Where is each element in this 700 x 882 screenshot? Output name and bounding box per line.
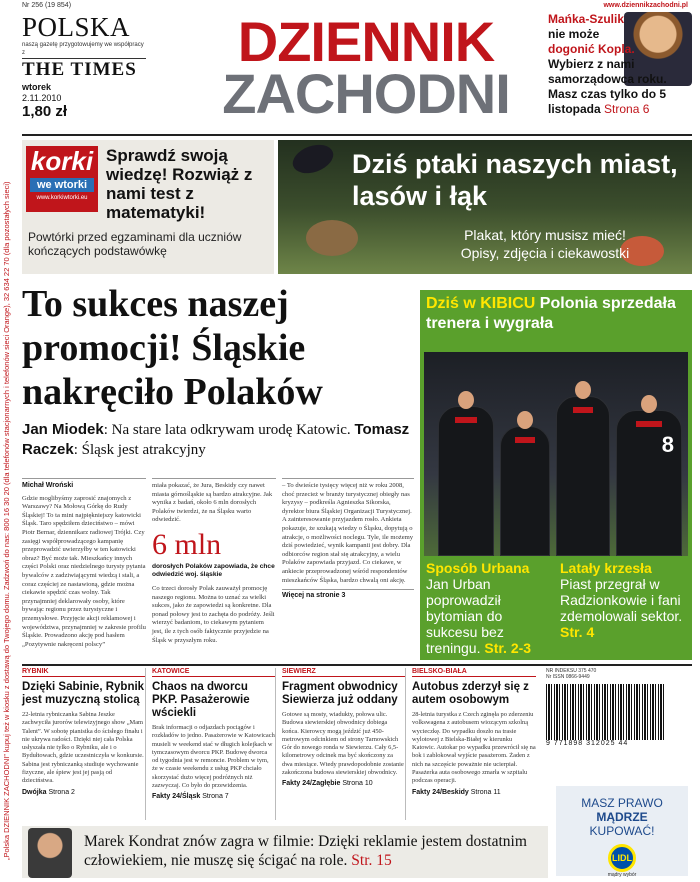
- the-times-wordmark: THE TIMES: [22, 59, 137, 80]
- kondrat-banner[interactable]: [22, 826, 548, 878]
- promo-text: Mańka-Szulik nie może dogonić Kopla. Wybierz z nami samorządowca roku. Masz czas tylko do 5 listopada Strona 6: [548, 12, 667, 116]
- delivery-info-strip: „Polska DZIENNIK ZACHODNI” kupuj też w kiosku z dostawą do Twojego domu. Zadzwoń do nas: 800 16 30 20 (dla telefonów stacjonarnych i telefonów sieci Orange), 32 634 22 70 (dla pozostałych sieci): [2, 181, 11, 860]
- region-bielsko-biala[interactable]: BIELSKO-BIAŁA Autobus zderzył się z autem osobowym 28-letnia turystka z Czech zginęła po zderzeniu volkswagena z autobusem wiozącym szkolną wycieczkę. Do wypadku doszło na trasie wylotowej z Bielska-Białej w kierunku Katowic. Autokar po wypadku przewrócił się na bok i zablokował wyjście pasażerom. Żaden z nich na szczęście poważnie nie ucierpiał. Pasażerka auta osobowego zmarła w szpitalu podczas operacji. Fakty 24/Beskidy Strona 11: [412, 668, 536, 796]
- kibic-sports-box[interactable]: [420, 290, 692, 660]
- jersey-number: 8: [661, 432, 674, 457]
- kibic-story-krzesla[interactable]: Latały krzesła Piast przegrał w Radzionkowie i fani zdemolowali sektor. Str. 4: [560, 560, 683, 640]
- birds-poster-banner[interactable]: [278, 140, 692, 274]
- article-column-1: [22, 478, 146, 649]
- article-column-2: [152, 478, 276, 645]
- weekday: wtorek: [22, 82, 52, 92]
- regions-divider: [22, 664, 692, 666]
- article-column-3: [282, 478, 414, 601]
- continued-link[interactable]: Więcej na stronie 3: [282, 589, 414, 601]
- barcode-number: 9 771898 312025 44: [546, 740, 629, 747]
- article-author: Michał Wroński: [22, 478, 146, 491]
- kondrat-portrait: [28, 828, 72, 878]
- big-number: 6 mln: [152, 527, 222, 561]
- sparrow-bird-icon: [306, 220, 358, 256]
- main-byline: Jan Miodek: Na stare lata odkrywam urodę Katowic. Tomasz Raczek: Śląsk jest atrakcyjny: [22, 421, 410, 458]
- lidl-logo-icon: LIDL: [608, 844, 636, 872]
- masthead-divider: [22, 134, 692, 136]
- korki-banner[interactable]: [22, 140, 274, 274]
- dziennik-zachodni-logo[interactable]: [196, 10, 536, 125]
- player-figure: [556, 396, 610, 556]
- kibic-headline: Dziś w KIBICU Polonia sprzedała trenera i wygrała: [426, 295, 676, 332]
- korki-badge: korki we wtorki www.korkiwtorki.eu: [26, 146, 98, 212]
- logo-line-zachodni: ZACHODNI: [222, 62, 510, 125]
- barcode-icon: [546, 684, 664, 740]
- samorzadowiec-promo[interactable]: [548, 12, 698, 130]
- price: 1,80 zł: [22, 103, 68, 120]
- polska-wordmark: POLSKA: [22, 12, 131, 42]
- player-figure: [438, 406, 494, 556]
- website-link[interactable]: www.dziennikzachodni.pl: [603, 2, 688, 9]
- logo-line-dziennik: DZIENNIK: [237, 10, 495, 73]
- date-block: [22, 82, 68, 120]
- swallow-bird-icon: [289, 140, 337, 178]
- lidl-advert[interactable]: MASZ PRAWO MĄDRZE KUPOWAĆ! LIDL mądry wybór: [556, 786, 688, 876]
- polska-times-logo: [22, 14, 146, 81]
- big-number-caption: dorosłych Polaków zapowiada, że chce odwiedzić woj. śląskie: [152, 562, 275, 578]
- birds-title: Dziś ptaki naszych miast, lasów i łąk: [352, 149, 678, 211]
- birds-subtitle: Plakat, który musisz mieć! Opisy, zdjęcia i ciekawostki: [460, 227, 630, 261]
- article-body-2a: miała pokazać, że Jura, Beskidy czy nawet miasta górnośląskie są bardzo atrakcyjne. Jak wynika z badań, około 6 mln dorosłych Polaków twierdzi, że na Śląsku warto odwiedzić.: [152, 478, 276, 525]
- main-headline[interactable]: To sukces naszej promocji! Śląskie nakręciło Polaków: [22, 283, 323, 413]
- player-figure: [500, 426, 550, 556]
- article-body-1: Gdzie moglibyśmy zaprosić znajomych z Warszawy? Na Mołową Górkę do Rudy Śląskiej! To ta mini najpiękniejszy katowicki Śląsk. Taro spędziłem dzieciństwo – mówi Piotr Bernar, dziennikarz radiowej Trójki. Czy zasięgi współprowadzącego kampanię przeprowadzić uwierzyłby w ten katowicki obraz? Być może tak. Mieszkańcy innych części Polski oraz niedzielnego turysty pytania bywalców z zadziwiającymi wiedzą i stali, a coraz częściej ze nastawioną, gdzie można ciekawie spędzić czas wolny. Tak przynajmniej deklarowały osoby, które bywając regionu przez turystyczne i przemysłowe. Przyjęcie akcji reklamowej i województwa, przynajmniej w zakresie profilu Śląskie. Prowadzono akcję pod hasłem „Pozytywnie nakręceni polscy”: [22, 494, 146, 648]
- football-players-photo: [424, 352, 688, 556]
- issue-number: Nr 256 (19 854): [22, 2, 72, 9]
- barcode-area: NR INDEKSU 375 470 Nr ISSN 0866-9449 9 771898 312025 44: [546, 668, 692, 778]
- partnership-note: naszą gazetę przygotowujemy we współpracy z: [22, 41, 146, 59]
- kibic-story-urban[interactable]: Sposób Urbana Jan Urban poprowadził bytomian do sukcesu bez treningu. Str. 2-3: [426, 560, 532, 656]
- korki-subtext: Powtórki przed egzaminami dla uczniów kończących podstawówkę: [28, 230, 242, 258]
- korki-headline: Sprawdź swoją wiedzę! Rozwiąż z nami test z matematyki!: [106, 146, 253, 222]
- date: 2.11.2010: [22, 93, 62, 103]
- region-katowice[interactable]: KATOWICE Chaos na dworcu PKP. Pasażerowie wściekli Brak informacji o odjazdach pociągów i rozkładów to jedno. Pasażerowie w Katowicach musieli w weekend stać w długich kolejkach w tymczasowym dworcu PKP. Budowę dworca od tygodnia jest w remoncie. Problem w tym, że w czasie weekendu z usług PKP chciało skorzystać dużo więcej podróżnych niż zazwyczaj. Co było do przewidzenia. Fakty 24/Śląsk Strona 7: [152, 668, 276, 820]
- regional-news: [22, 668, 538, 820]
- kondrat-text: Marek Kondrat znów zagra w filmie: Dzięki reklamie jestem dostatnim człowiekiem, nie muszę się ścigać na role. Str. 15: [84, 833, 527, 869]
- region-siewierz[interactable]: SIEWIERZ Fragment obwodnicy Siewierza już oddany Gotowe są mosty, wiadukty, połowa ulic. Budowa siewierskiej obwodnicy dobiega końca. Kierowcy mogą jeździć już 450-metrowym odcinkiem od strony Tarnowskich Gór do nowego ronda w Siewierzu. Cały 6,5-kilometrowy odcinek ma być skończony za dwa miesiące. Wtedy prawdopodobnie zostanie zakończona budowa siewierskiej obwodnicy. Fakty 24/Zagłębie Strona 10: [282, 668, 406, 820]
- article-body-3: – To dwieście tysięcy więcej niż w roku 2008, choć przecież w branży turystycznej obiegły nas kryzysy – podkreśla Agnieszka Sikorska, dyrektor biura Śląskiej Organizacji Turystycznej. A zainteresowanie przyjazdem rosło. Ankieta pokazuje, że szukają wiedzy o Śląsku, dopytują o atrakcje, o możliwości noclegu. Tyle, ile możemy dziś powiedzieć, wynik kampanii jest dobry. Dla odbiorców region stał się atrakcyjny, a wielu Polaków zapowiada przyjazd. Co ciekawe, w ankiecie przeprowadzonej wśród respondentów mieszkańców Śląska, bardzo chwalą oni akcję.: [282, 478, 414, 585]
- article-body-2b: Co trzeci dorosły Polak zauważył promocję naszego regionu. Można to uznać za wielki sukces, jako że zapowiedzi są konkretne. Dla ponad połowy jest to zachęta do podróży. Jeśli wierzyć badaniom, to ciekawym pytaniem jest, ile z tych osób faktycznie przyjedzie na Śląsk w przyszłym roku.: [152, 584, 275, 644]
- region-rybnik[interactable]: RYBNIK Dzięki Sabinie, Rybnik jest muzyczną stolicą 22-letnia rybniczanka Sabina Jeszke zachwyciła jurorów telewizyjnego show „Mam Talent”. W sobotę pianistka do ścisłego finału i nie ukrywa radości. Dzięki niej cała Polska usłyszała nie tylko o Rybniku, ale i o Bydułtowach, gdzie uczestniczyła w konkursie. Sabina jest rybniczanką studiuje wychowanie fizyczne, ale śpiew jest jej pasją od dzieciństwa. Dwójka Strona 2: [22, 668, 146, 820]
